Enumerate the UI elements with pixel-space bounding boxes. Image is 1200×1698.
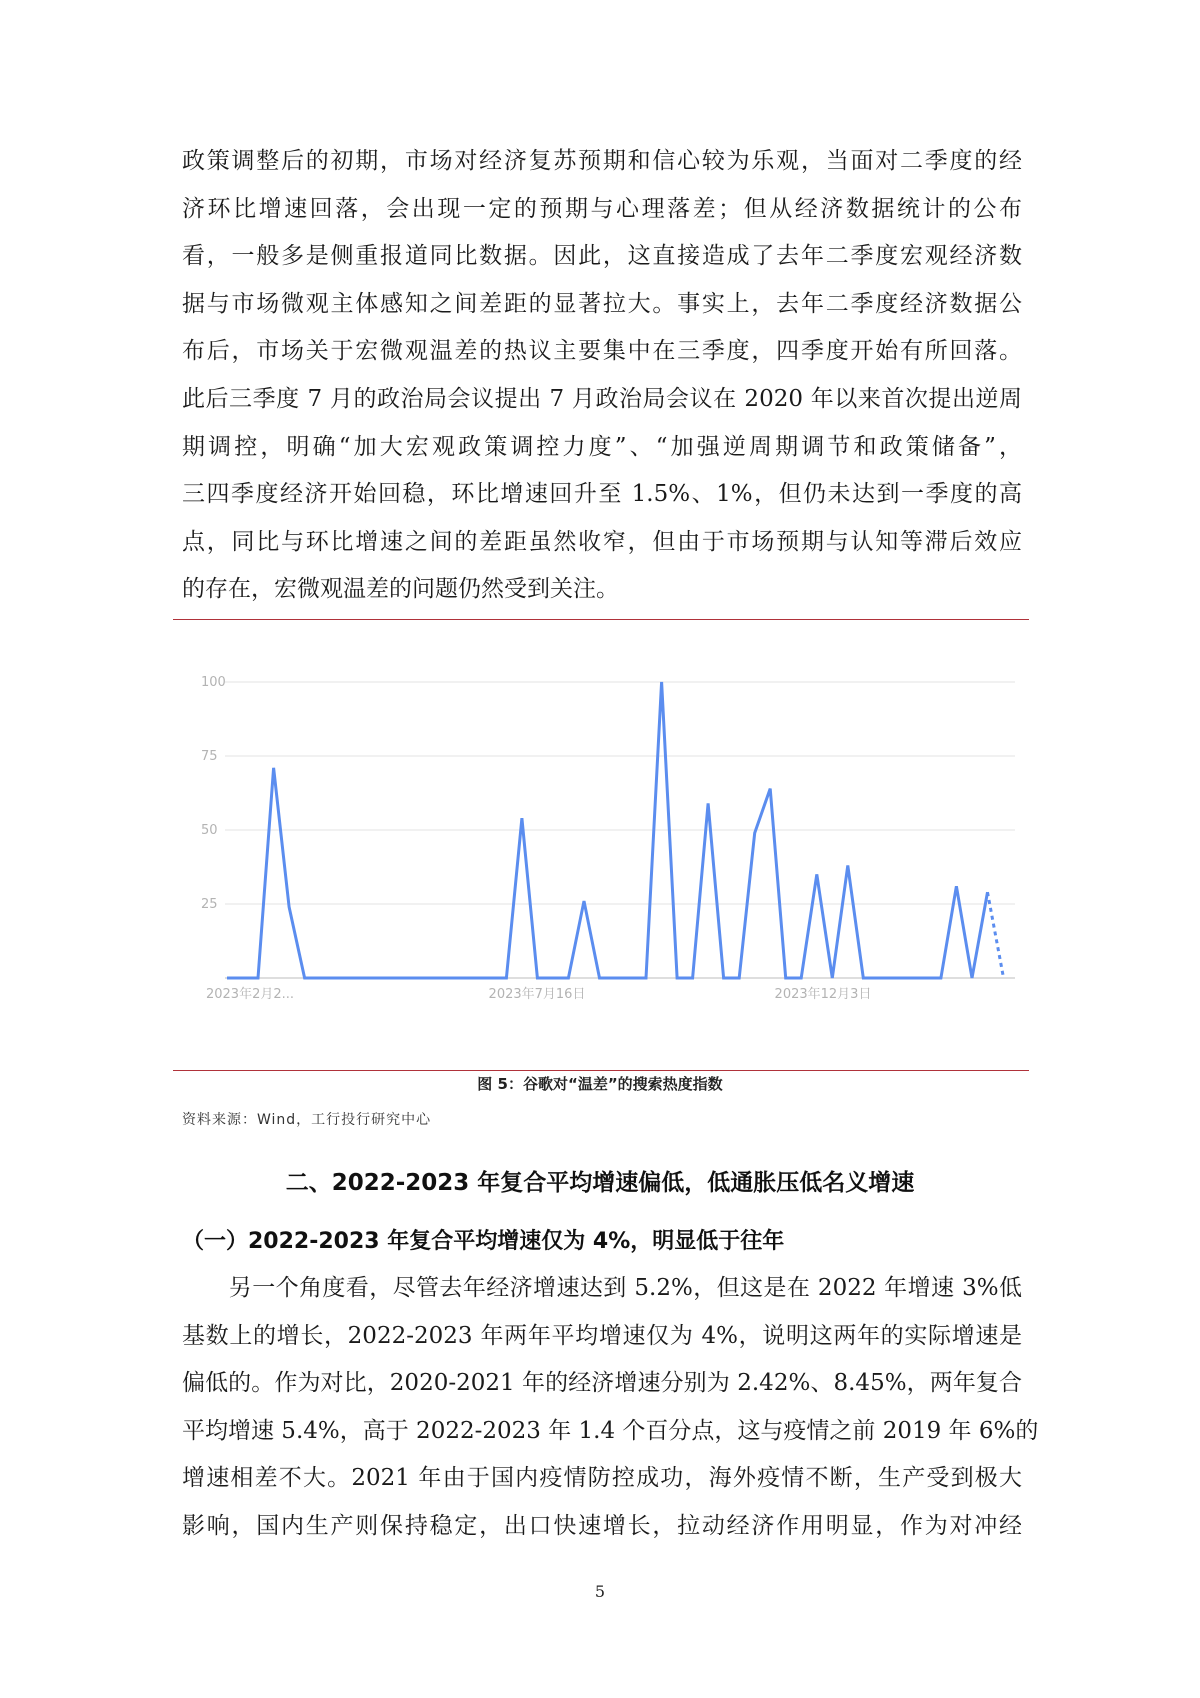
paragraph-line: 济环比增速回落，会出现一定的预期与心理落差；但从经济数据统计的公布 xyxy=(182,195,1022,222)
paragraph-line: 看，一般多是侧重报道同比数据。因此，这直接造成了去年二季度宏观经济数 xyxy=(182,243,1022,270)
page-number: 5 xyxy=(594,1582,606,1601)
y-tick-label: 75 xyxy=(201,749,218,764)
paragraph-line: 点，同比与环比增速之间的差距虽然收窄，但由于市场预期与认知等滞后效应 xyxy=(182,528,1022,555)
x-tick-label: 2023年2月2... xyxy=(205,987,295,1002)
paragraph-line: 据与市场微观主体感知之间差距的显著拉大。事实上，去年二季度经济数据公 xyxy=(182,290,1022,317)
figure-top-rule xyxy=(173,619,1029,620)
paragraph-line: 影响，国内生产则保持稳定，出口快速增长，拉动经济作用明显，作为对冲经 xyxy=(182,1512,1022,1539)
figure-bottom-rule xyxy=(173,1070,1029,1071)
paragraph-line: 期调控，明确“加大宏观政策调控力度”、“加强逆周期调节和政策储备”， xyxy=(182,433,1022,460)
paragraph-line: 政策调整后的初期，市场对经济复苏预期和信心较为乐观，当面对二季度的经 xyxy=(182,148,1022,174)
paragraph-line: 此后三季度 7 月的政治局会议提出 7 月政治局会议在 2020 年以来首次提出逆周 xyxy=(182,385,1022,412)
paragraph-line: 的存在，宏微观温差的问题仍然受到关注。 xyxy=(182,576,619,603)
paragraph-line: 偏低的。作为对比，2020-2021 年的经济增速分别为 2.42%、8.45%，两年复合 xyxy=(182,1370,1022,1397)
paragraph-line: 增速相差不大。2021 年由于国内疫情防控成功，海外疫情不断，生产受到极大 xyxy=(182,1465,1022,1492)
series-line-partial xyxy=(987,892,1003,975)
y-tick-label: 25 xyxy=(201,897,218,912)
y-tick-label: 100 xyxy=(201,675,226,690)
paragraph-line: 布后，市场关于宏微观温差的热议主要集中在三季度，四季度开始有所回落。 xyxy=(182,338,1022,365)
search-trend-chart xyxy=(173,640,1029,1040)
subsection-heading: （一）2022-2023 年复合平均增速仅为 4%，明显低于往年 xyxy=(182,1229,785,1254)
x-tick-label: 2023年12月3日 xyxy=(774,987,872,1002)
figure-caption: 图 5：谷歌对“温差”的搜索热度指数 xyxy=(477,1075,723,1093)
paragraph-line: 基数上的增长，2022-2023 年两年平均增速仅为 4%，说明这两年的实际增速是 xyxy=(182,1322,1022,1349)
paragraph-line: 另一个角度看，尽管去年经济增速达到 5.2%，但这是在 2022 年增速 3%低 xyxy=(182,1275,1022,1301)
body-paragraph-1 xyxy=(182,138,1022,614)
y-tick-label: 50 xyxy=(201,823,218,838)
figure-source: 资料来源：Wind，工行投行研究中心 xyxy=(182,1112,432,1128)
body-paragraph-2 xyxy=(182,1265,1039,1551)
paragraph-line: 平均增速 5.4%，高于 2022-2023 年 1.4 个百分点，这与疫情之前 2019 年 6%的 xyxy=(182,1417,1039,1444)
chart-grid xyxy=(225,682,1015,978)
x-tick-label: 2023年7月16日 xyxy=(488,987,586,1002)
x-axis-ticks xyxy=(206,986,871,1002)
section-heading: 二、2022-2023 年复合平均增速偏低，低通胀压低名义增速 xyxy=(285,1170,915,1196)
y-axis-ticks xyxy=(201,675,226,912)
paragraph-line: 三四季度经济开始回稳，环比增速回升至 1.5%、1%，但仍未达到一季度的高 xyxy=(182,481,1022,508)
